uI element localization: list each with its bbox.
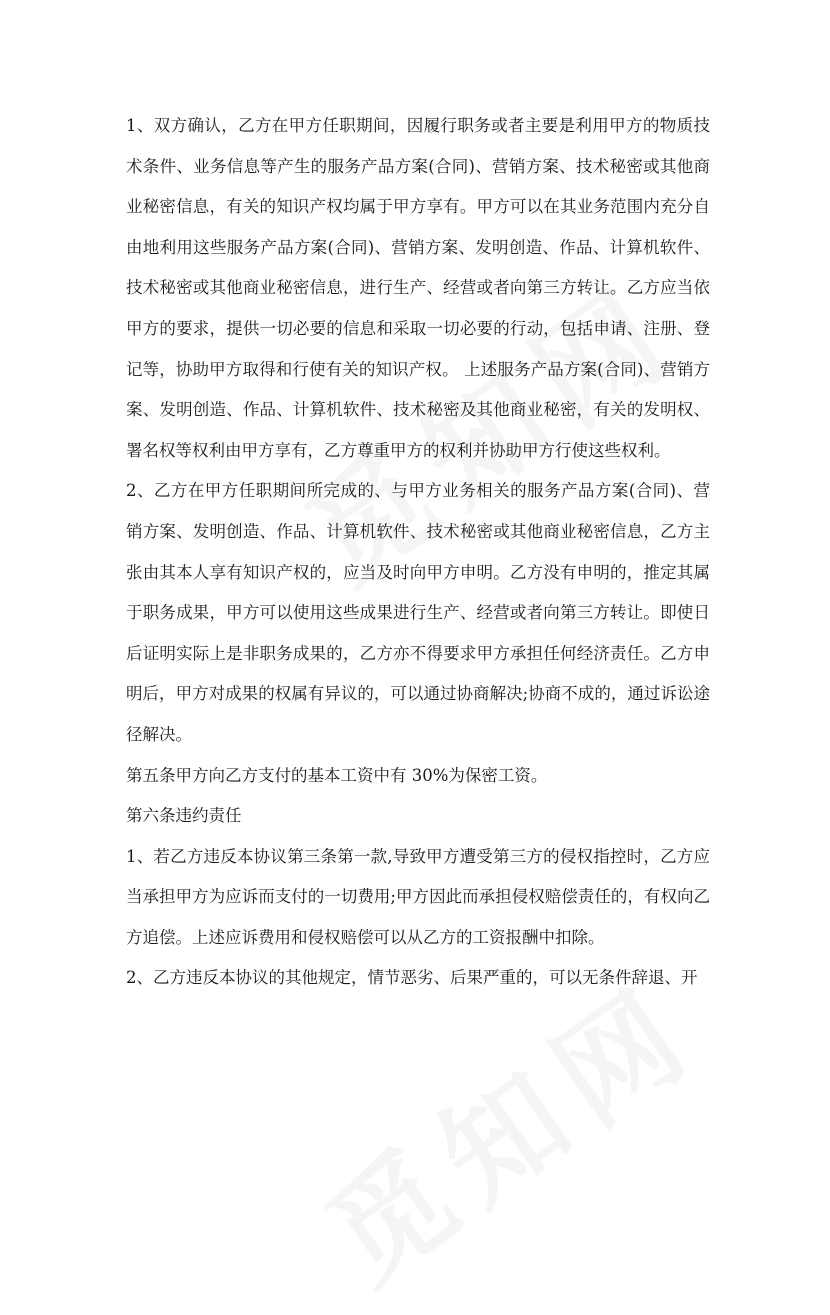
liability-paragraph-2: 2、乙方违反本协议的其他规定，情节恶劣、后果严重的，可以无条件辞退、开 [126,968,698,988]
liability-paragraph-1: 1、若乙方违反本协议第三条第一款,导致甲方遭受第三方的侵权指控时，乙方应当承担甲方为应诉而支付的一切费用;甲方因此而承担侵权赔偿责任的，有权向乙方追偿。上述应诉费用和侵权赔偿可以从乙方的工资报酬中扣除。 [126,846,710,947]
clause-paragraph-2: 2、乙方在甲方任职期间所完成的、与甲方业务相关的服务产品方案(合同)、营销方案、发明创造、作品、计算机软件、技术秘密或其他商业秘密信息，乙方主张由其本人享有知识产权的，应当及时向甲方申明。乙方没有申明的，推定其属于职务成果，甲方可以使用这些成果进行生产、经营或者向第三方转让。即使日后证明实际上是非职务成果的，乙方亦不得要求甲方承担任何经济责任。乙方申明后，甲方对成果的权属有异议的，可以通过协商解决;协商不成的，通过诉讼途径解决。 [126,481,710,744]
article-six-heading: 第六条违约责任 [126,806,242,826]
clause-paragraph-1: 1、双方确认，乙方在甲方任职期间，因履行职务或者主要是利用甲方的物质技术条件、业务信息等产生的服务产品方案(合同)、营销方案、技术秘密或其他商业秘密信息，有关的知识产权均属于甲方享有。甲方可以在其业务范围内充分自由地利用这些服务产品方案(合同)、营销方案、发明创造、作品、计算机软件、技术秘密或其他商业秘密信息，进行生产、经营或者向第三方转让。乙方应当依甲方的要求，提供一切必要的信息和采取一切必要的行动，包括申请、注册、登记等，协助甲方取得和行使有关的知识产权。 上述服务产品方案(合同)、营销方案、发明创造、作品、计算机软件、技术秘密及其他商业秘密，有关的发明权、署名权等权利由甲方享有，乙方尊重甲方的权利并协助甲方行使这些权利。 [126,116,710,460]
document-body [126,106,710,999]
article-five-text: 第五条甲方向乙方支付的基本工资中有 30%为保密工资。 [126,765,548,785]
